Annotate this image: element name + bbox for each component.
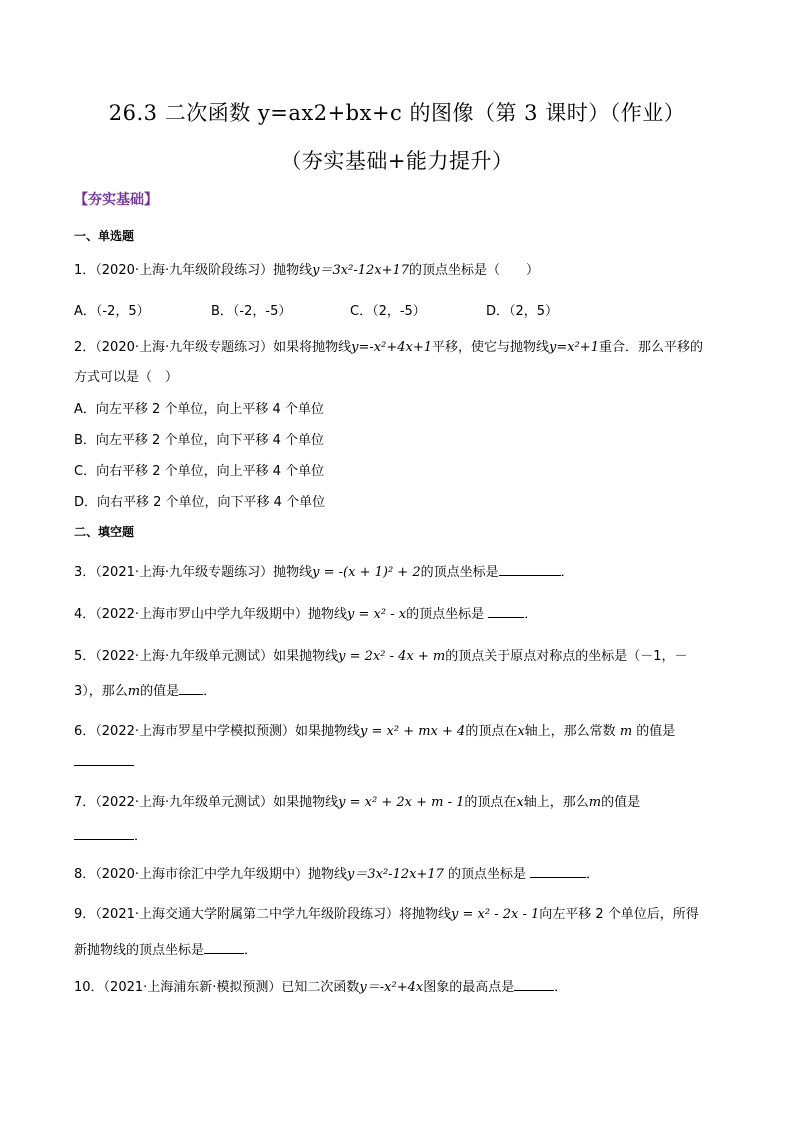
question-10: 10．（2021·上海浦东新·模拟预测）已知二次函数y＝-x²+4x图象的最高点是 ．: [74, 980, 568, 995]
section-label: 【夯实基础】: [74, 192, 158, 208]
q2-expression-2: y=x²+1: [549, 340, 599, 355]
q3-expression: y = -(x + 1)² + 2: [312, 565, 421, 580]
heading-single-choice: 一、单选题: [74, 229, 135, 243]
q6-expression: y = x² + mx + 4: [360, 724, 466, 739]
q5-expression: y = 2x² - 4x + m: [338, 649, 446, 664]
q1-option-c[interactable]: C．（2，-5）: [350, 304, 426, 319]
heading-fill-blank: 二、填空题: [74, 525, 135, 539]
q6-answer-blank[interactable]: [74, 753, 134, 766]
q2-option-c[interactable]: C．向右平移 2 个单位，向上平移 4 个单位: [74, 464, 325, 479]
q7-expression: y = x² + 2x + m - 1: [338, 795, 465, 810]
q4-expression: y = x² - x: [347, 607, 407, 622]
q3-answer-blank[interactable]: [499, 563, 561, 576]
q2-option-d[interactable]: D．向右平移 2 个单位，向下平移 4 个单位: [74, 495, 326, 510]
q1-option-b[interactable]: B．（-2，-5）: [211, 304, 292, 319]
q4-answer-blank[interactable]: [488, 605, 524, 618]
question-5: 5．（2022·上海·九年级单元测试）如果抛物线y = 2x² - 4x + m的顶点关于原点对称点的坐标是（－1，－: [74, 649, 688, 664]
q9-answer-blank[interactable]: [204, 941, 244, 954]
q5-answer-blank[interactable]: [179, 682, 203, 695]
q10-expression: y＝-x²+4x: [359, 980, 424, 995]
q9-expression: y = x² - 2x - 1: [451, 907, 540, 922]
question-2-cont: 方式可以是（ ）: [74, 370, 179, 385]
q8-expression: y＝3x²-12x+17: [347, 867, 444, 882]
question-9: 9．（2021·上海交通大学附属第二中学九年级阶段练习）将抛物线y = x² - 2x - 1向左平移 2 个单位后，所得: [74, 907, 699, 922]
title-line-2: （夯实基础+能力提升）: [280, 149, 514, 173]
question-8: 8．（2020·上海市徐汇中学九年级期中）抛物线y＝3x²-12x+17 的顶点坐标是 ．: [74, 867, 600, 882]
q8-answer-blank[interactable]: [530, 865, 586, 878]
question-7: 7．（2022·上海·九年级单元测试）如果抛物线y = x² + 2x + m - 1的顶点在x轴上，那么m的值是: [74, 795, 641, 810]
q2-option-a[interactable]: A．向左平移 2 个单位，向上平移 4 个单位: [74, 402, 324, 417]
question-9-cont: 新抛物线的顶点坐标是 ．: [74, 943, 258, 958]
question-2: 2．（2020·上海·九年级专题练习）如果将抛物线y=-x²+4x+1平移，使它与抛物线y=x²+1重合．那么平移的: [74, 340, 703, 355]
q1-option-d[interactable]: D．（2，5）: [486, 304, 559, 319]
q10-answer-blank[interactable]: [514, 978, 554, 991]
question-3: 3．（2021·上海·九年级专题练习）抛物线y = -(x + 1)² + 2的顶点坐标是 ．: [74, 565, 574, 580]
question-6-cont: [74, 753, 134, 770]
question-1-options: [74, 300, 558, 319]
question-7-cont: ．: [74, 825, 147, 844]
question-4: 4．（2022·上海市罗山中学九年级期中）抛物线y = x² - x的顶点坐标是 ．: [74, 607, 538, 622]
question-5-cont: 3），那么m的值是 ．: [74, 684, 217, 699]
question-1: 1．（2020·上海·九年级阶段练习）抛物线y＝3x²-12x+17的顶点坐标是（ ）: [74, 263, 540, 278]
q1-expression: y＝3x²-12x+17: [312, 263, 410, 278]
q2-option-b[interactable]: B．向左平移 2 个单位，向下平移 4 个单位: [74, 433, 324, 448]
q1-option-a[interactable]: A．（-2，5）: [74, 304, 150, 319]
question-6: 6．（2022·上海市罗星中学模拟预测）如果抛物线y = x² + mx + 4的顶点在x轴上，那么常数 m 的值是: [74, 724, 676, 739]
q2-expression-1: y=-x²+4x+1: [351, 340, 432, 355]
q7-answer-blank[interactable]: [74, 827, 134, 840]
title-line-1: 26.3 二次函数 y=ax2+bx+c 的图像（第 3 课时）（作业）: [108, 101, 686, 125]
